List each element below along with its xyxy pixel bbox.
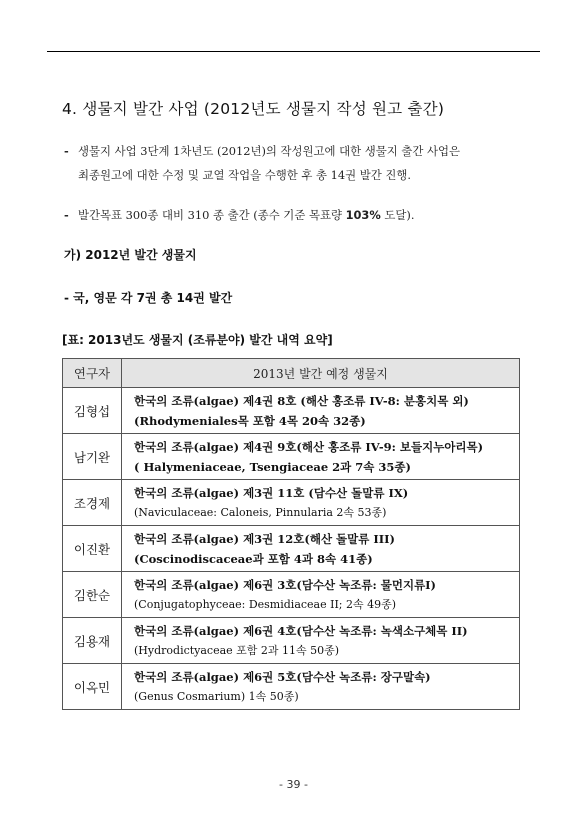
subsection-list-item: - 국, 영문 각 7권 총 14권 발간 — [64, 291, 233, 305]
publication-title: 한국의 조류(algae) 제4권 8호 (해산 홍조류 IV-8: 분홍치목 외) — [134, 393, 469, 408]
publication-detail: (Coscinodiscaceae과 포함 4과 8속 41종) — [134, 551, 373, 566]
publication-title: 한국의 조류(algae) 제3권 11호 (담수산 돌말류 IX) — [134, 485, 409, 500]
table-header-row — [63, 359, 520, 388]
publication-detail: (Hydrodictyaceae 포함 2과 11속 50종) — [134, 643, 340, 657]
publication-cell — [122, 434, 520, 480]
publication-title: 한국의 조류(algae) 제6권 4호(담수산 녹조류: 녹색소구체목 II) — [134, 623, 468, 638]
header-researcher: 연구자 — [63, 359, 122, 388]
table-row — [63, 480, 520, 526]
publication-cell — [122, 480, 520, 526]
subsection-heading: 가) 2012년 발간 생물지 — [64, 248, 197, 262]
highlight-percentage: 103% — [345, 208, 381, 222]
publication-cell — [122, 664, 520, 710]
publication-detail: (Naviculaceae: Caloneis, Pinnularia 2속 53종) — [134, 505, 387, 519]
paragraph-line: 생물지 사업 3단계 1차년도 (2012년)의 작성원고에 대한 생물지 출간 사업은 — [78, 144, 461, 158]
header-publication: 2013년 발간 예정 생물지 — [122, 359, 520, 388]
section-title: 4. 생물지 발간 사업 (2012년도 생물지 작성 원고 출간) — [62, 100, 445, 118]
publication-detail: (Rhodymeniales목 포함 4목 20속 32종) — [134, 413, 366, 428]
paragraph-publication-progress — [64, 139, 460, 187]
researcher-cell: 김용재 — [63, 618, 122, 664]
publication-detail: (Conjugatophyceae: Desmidiaceae II; 2속 49종) — [134, 597, 397, 611]
table-row — [63, 618, 520, 664]
paragraph-line: 최종원고에 대한 수정 및 교열 작업을 수행한 후 총 14권 발간 진행. — [78, 168, 412, 182]
table-row — [63, 526, 520, 572]
publication-title: 한국의 조류(algae) 제4권 9호(해산 홍조류 IV-9: 보들지누아리목) — [134, 439, 484, 454]
paragraph-text-end: 도달). — [380, 208, 415, 222]
publication-cell — [122, 618, 520, 664]
publication-cell — [122, 526, 520, 572]
table-row — [63, 434, 520, 480]
table-row — [63, 572, 520, 618]
publication-detail: ( Halymeniaceae, Tsengiaceae 2과 7속 35종) — [134, 459, 411, 474]
publication-title: 한국의 조류(algae) 제6권 3호(담수산 녹조류: 물먼지류I) — [134, 577, 436, 592]
researcher-cell: 남기완 — [63, 434, 122, 480]
page-number: - 39 - — [279, 778, 308, 791]
publication-title: 한국의 조류(algae) 제6권 5호(담수산 녹조류: 장구말속) — [134, 669, 431, 684]
publication-cell — [122, 388, 520, 434]
table-row — [63, 388, 520, 434]
publication-title: 한국의 조류(algae) 제3권 12호(해산 돌말류 III) — [134, 531, 395, 546]
researcher-cell: 이진환 — [63, 526, 122, 572]
bullet-dash: - — [64, 144, 69, 158]
researcher-cell: 김형섭 — [63, 388, 122, 434]
table-row — [63, 664, 520, 710]
publication-table — [62, 358, 520, 710]
table-caption: [표: 2013년도 생물지 (조류분야) 발간 내역 요약] — [62, 333, 333, 347]
publication-detail: (Genus Cosmarium) 1속 50종) — [134, 689, 299, 703]
paragraph-text: 발간목표 300종 대비 310 종 출간 (종수 기준 목표량 — [78, 208, 346, 222]
paragraph-target — [64, 203, 414, 227]
publication-cell — [122, 572, 520, 618]
header-rule — [47, 51, 540, 52]
researcher-cell: 김한순 — [63, 572, 122, 618]
researcher-cell: 이옥민 — [63, 664, 122, 710]
researcher-cell: 조경제 — [63, 480, 122, 526]
bullet-dash: - — [64, 208, 69, 222]
